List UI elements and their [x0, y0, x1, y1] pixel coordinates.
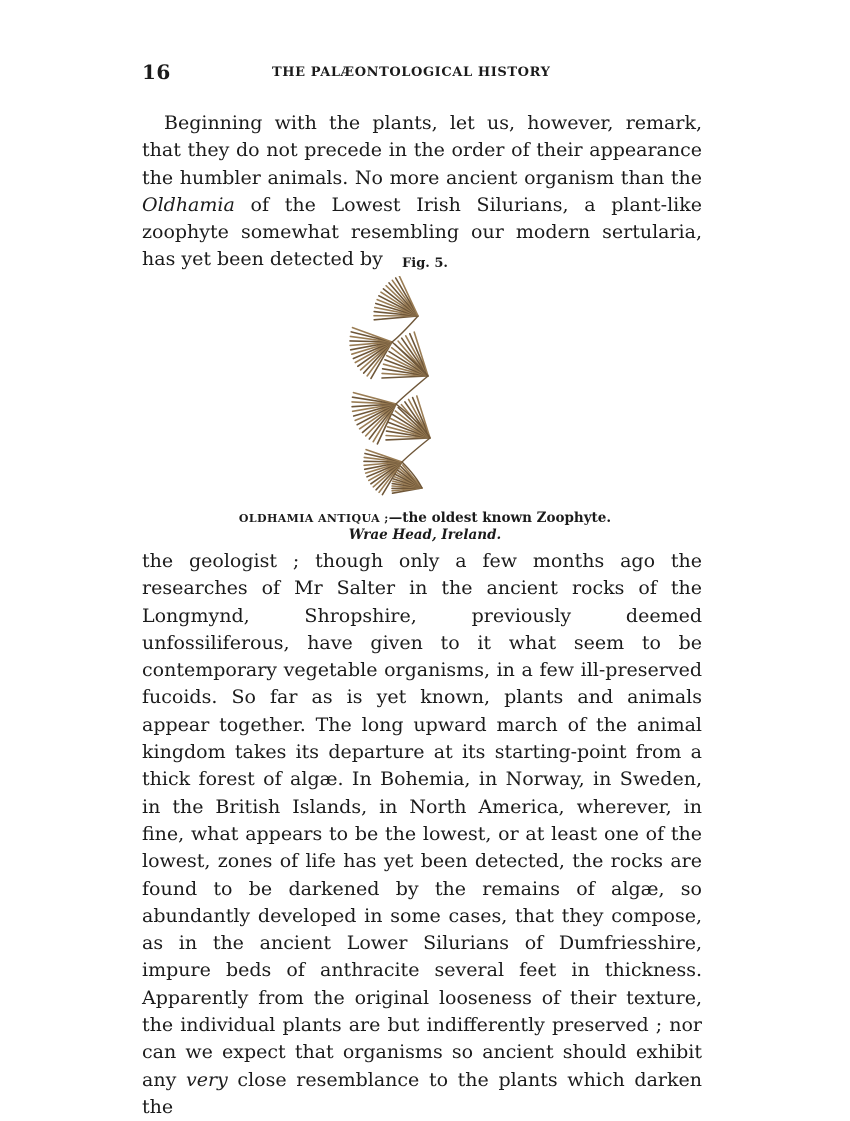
figure-label: Fig. 5.: [300, 256, 550, 271]
paragraph-bottom-text-1: the geologist ; though only a few months ago the researches of Mr Salter in the ancient rocks of the Longmynd, Shropshire, previously deemed unfossiliferous, have given to it what seem to be contemporary vegetable organisms, in a few ill-preserved fucoids. So far as is yet known, plants and animals appear together. The long upward march of the animal kingdom takes its departure at its starting-point from a thick forest of algæ. In Bohemia, in Norway, in Sweden, in the British Islands, in North America, wherever, in fine, what appears to be the lowest, or at least one of the lowest, zones of life has yet been detected, the rocks are found to be darkened by the remains of algæ, so abundantly developed in some cases, that they compose, as in the ancient Lower Silurians of Dumfriesshire, impure beds of anthracite several feet in thickness. Apparently from the original looseness of their texture, the individual plants are but indifferently preserved ; nor can we expect that organisms so ancient should exhibit any: [142, 550, 702, 1091]
paragraph-top-italic: Oldhamia: [142, 194, 235, 216]
paragraph-bottom-text-2: close resemblance to the plants which darken the: [142, 1069, 702, 1118]
paragraph-top-text-1: Beginning with the plants, let us, however, remark, that they do not precede in the order of their appearance the humbler animals. No more ancient organism than the: [142, 112, 702, 189]
caption-location: Wrae Head, Ireland.: [180, 527, 670, 544]
caption-species-name: OLDHAMIA ANTIQUA ;: [239, 512, 389, 525]
page-header: [142, 60, 702, 84]
paragraph-bottom: [142, 548, 702, 1121]
paragraph-bottom-italic: very: [186, 1069, 228, 1091]
oldhamia-fossil-icon: [340, 276, 480, 500]
paragraph-top: [142, 110, 702, 274]
caption-line-1: [180, 510, 670, 527]
caption-description: —the oldest known Zoophyte.: [389, 510, 611, 526]
figure-caption: [180, 510, 670, 544]
paragraph-top-text-2: of the Lowest Irish Silurians, a plant-like zoophyte somewhat resembling our modern sertularia, has yet been detected by: [142, 194, 702, 271]
page-number: 16: [142, 60, 171, 84]
running-head: THE PALÆONTOLOGICAL HISTORY: [272, 65, 550, 80]
